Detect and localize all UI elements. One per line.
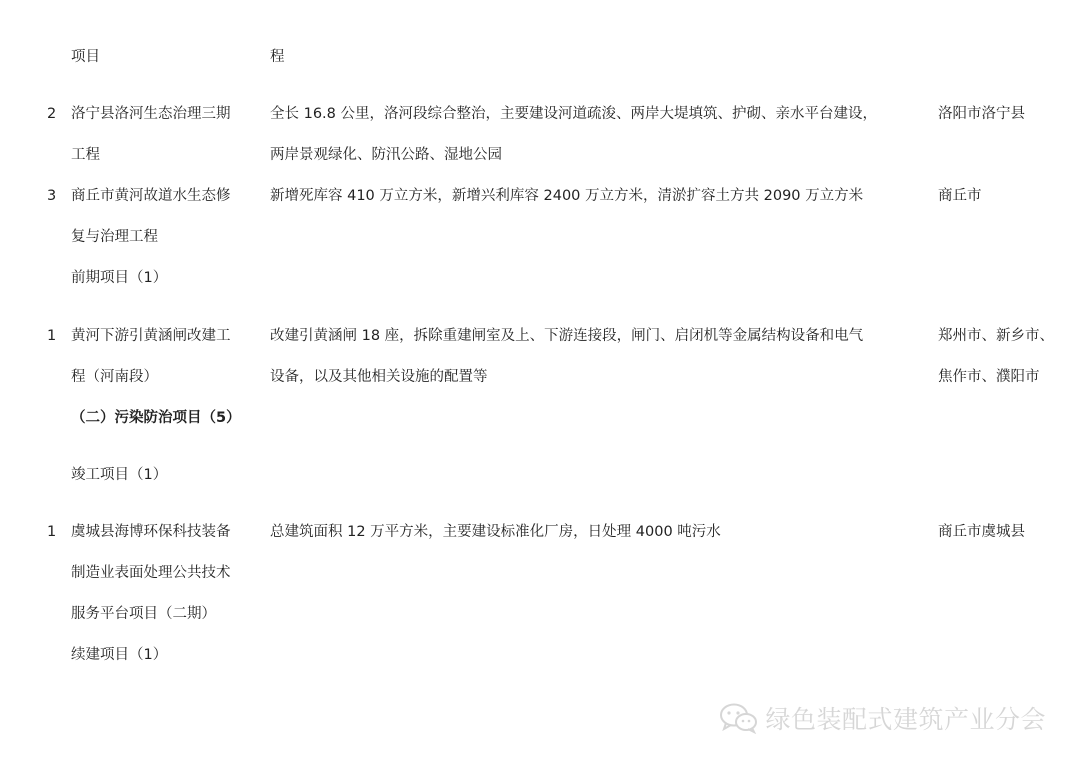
project-name-line: 工程 [71, 147, 100, 163]
watermark [719, 700, 1046, 736]
row-number: 1 [47, 328, 57, 344]
section-heading-pollution: （二）污染防治项目（5） [71, 410, 241, 426]
project-name-line: 程（河南段） [71, 369, 158, 385]
section-label-completed-projects: 竣工项目（1） [71, 467, 168, 483]
project-location-line: 商丘市 [938, 188, 982, 204]
project-location-line: 洛阳市洛宁县 [938, 106, 1025, 122]
project-location-line: 郑州市、新乡市、 [938, 328, 1054, 344]
watermark-text: 绿色装配式建筑产业分会 [765, 705, 1046, 734]
project-name-line: 商丘市黄河故道水生态修 [71, 188, 231, 204]
project-location-line: 商丘市虞城县 [938, 524, 1025, 540]
project-name-line: 洛宁县洛河生态治理三期 [71, 106, 231, 122]
project-name-line: 虞城县海博环保科技装备 [71, 524, 231, 540]
wechat-icon [719, 702, 759, 734]
project-name-line: 黄河下游引黄涵闸改建工 [71, 328, 231, 344]
row-number: 3 [47, 188, 57, 204]
project-name-line: 服务平台项目（二期） [71, 606, 216, 622]
row-number: 1 [47, 524, 57, 540]
section-label-early-projects: 前期项目（1） [71, 270, 168, 286]
project-content-line: 设备，以及其他相关设施的配置等 [270, 369, 488, 385]
section-label-continued-projects: 续建项目（1） [71, 647, 168, 663]
project-name-line: 复与治理工程 [71, 229, 158, 245]
project-name-line: 制造业表面处理公共技术 [71, 565, 231, 581]
project-content-line: 改建引黄涵闸 18 座，拆除重建闸室及上、下游连接段，闸门、启闭机等金属结构设备和电气 [270, 328, 864, 344]
project-content-line: 新增死库容 410 万立方米，新增兴利库容 2400 万立方米，清淤扩容土方共 2090 万立方米 [270, 188, 864, 204]
column-header-project: 项目 [71, 49, 100, 65]
project-content-line: 总建筑面积 12 万平方米，主要建设标准化厂房，日处理 4000 吨污水 [270, 524, 721, 540]
column-header-content: 程 [270, 49, 285, 65]
project-location-line: 焦作市、濮阳市 [938, 369, 1040, 385]
project-content-line: 两岸景观绿化、防汛公路、湿地公园 [270, 147, 502, 163]
row-number: 2 [47, 106, 57, 122]
project-content-line: 全长 16.8 公里，洛河段综合整治，主要建设河道疏浚、两岸大堤填筑、护砌、亲水平台建设， [270, 106, 877, 122]
